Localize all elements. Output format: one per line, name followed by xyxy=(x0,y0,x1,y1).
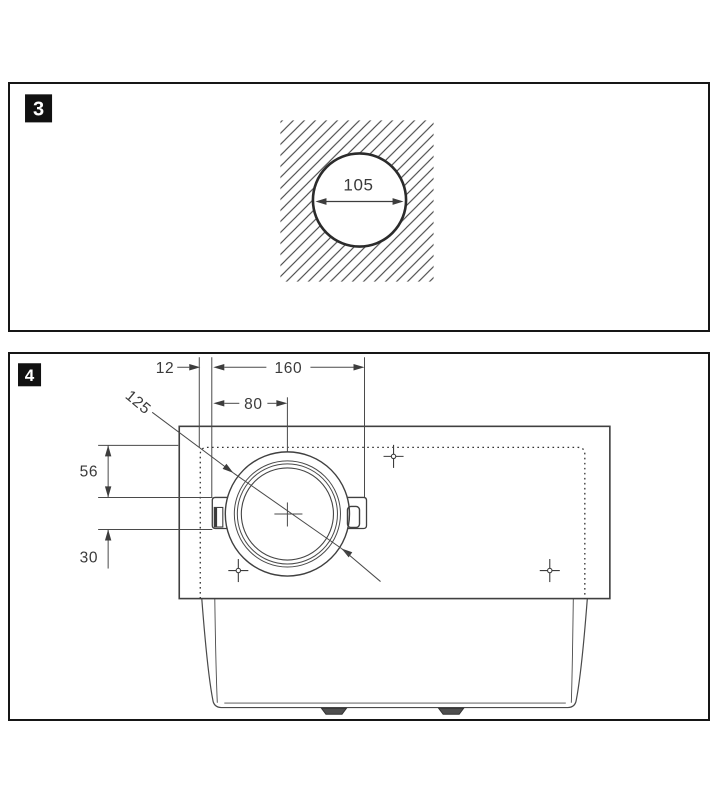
hood-feet xyxy=(321,708,463,714)
dim-label-tab-to-bottom: 30 xyxy=(79,549,99,567)
step-badge-4 xyxy=(18,363,41,386)
arrow-right-icon xyxy=(353,364,364,370)
dim-160 xyxy=(213,360,364,377)
dim-12 xyxy=(156,360,201,377)
dim-label-top-to-tab: 56 xyxy=(79,463,99,481)
dim-label-hole-diameter: 105 xyxy=(343,175,374,195)
foot-clip-left xyxy=(321,708,346,714)
arrow-left-icon xyxy=(213,400,224,406)
dim-label-edge-offset: 12 xyxy=(155,359,175,377)
dim-56 xyxy=(80,445,112,497)
step-number: 4 xyxy=(24,365,35,385)
arrow-right-icon xyxy=(189,364,200,370)
foot-clip-right xyxy=(439,708,464,714)
arrow-left-icon xyxy=(213,364,224,370)
dim-label-outer-width: 160 xyxy=(274,359,303,377)
dim-80 xyxy=(213,396,287,413)
dim-label-center-distance: 80 xyxy=(244,395,263,413)
figure-panel-3 xyxy=(8,82,710,332)
dim-30 xyxy=(80,529,112,568)
step-badge-3 xyxy=(25,94,52,122)
cutout-circle xyxy=(313,153,406,246)
figure-panel-4 xyxy=(8,352,710,721)
topview-drawing xyxy=(10,354,708,719)
hood-body xyxy=(202,599,588,708)
arrow-right-icon xyxy=(276,400,287,406)
cutout-drawing xyxy=(10,84,708,330)
dim-label-flange-diameter: 125 xyxy=(121,387,154,419)
step-number: 3 xyxy=(32,98,45,121)
